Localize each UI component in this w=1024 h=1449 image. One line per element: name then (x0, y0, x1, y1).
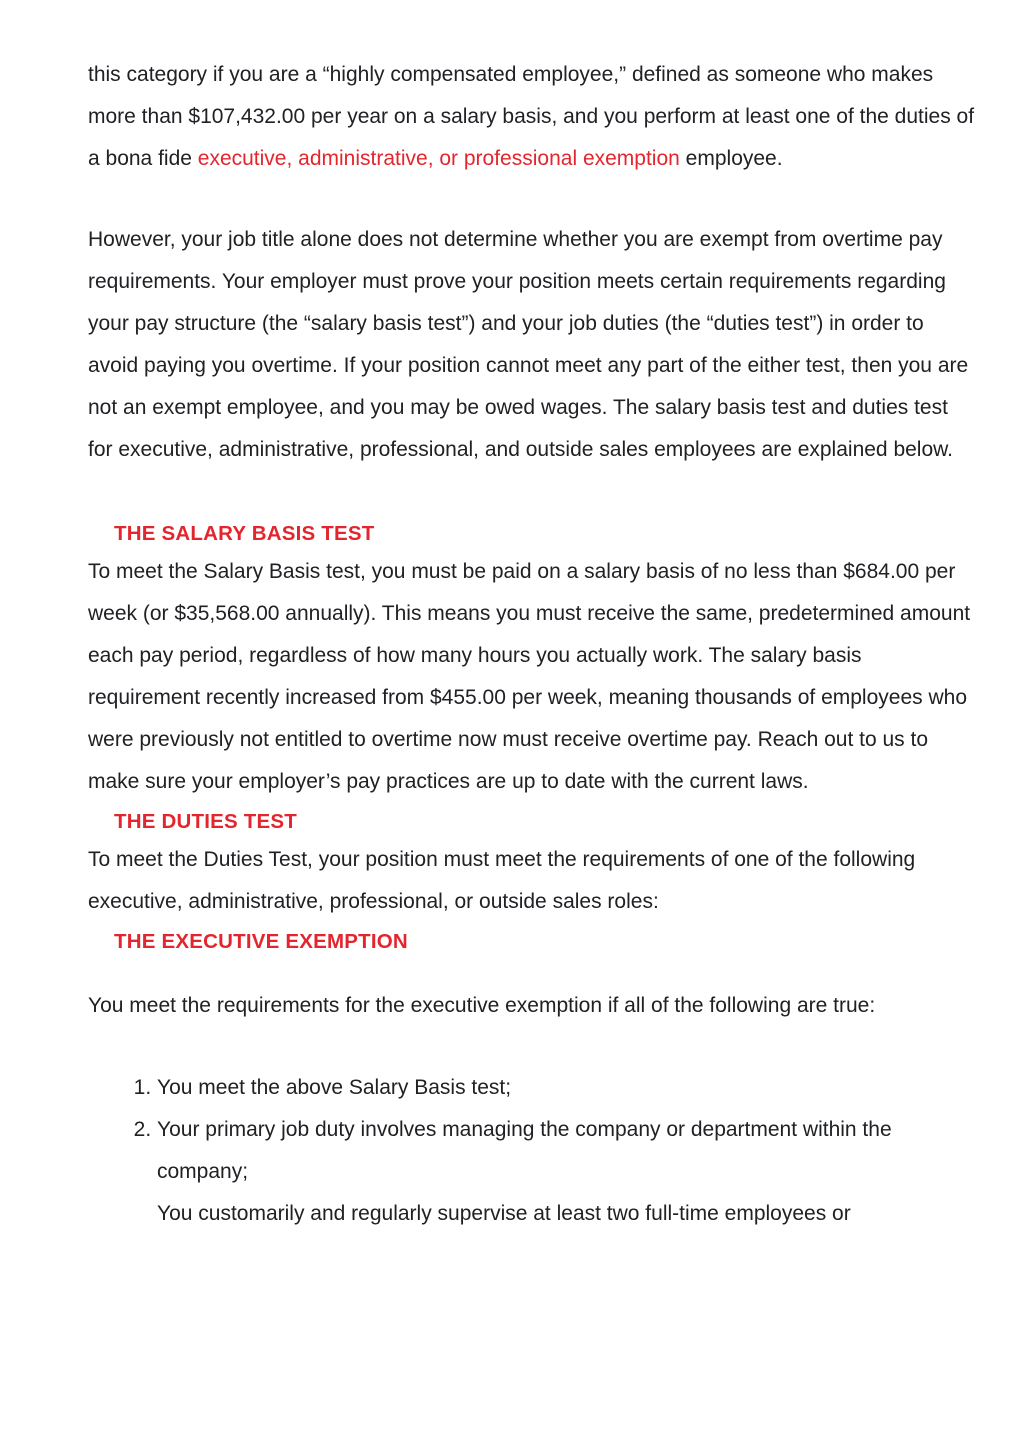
salary-basis-heading: THE SALARY BASIS TEST (114, 522, 375, 545)
list-item: 2. Your primary job duty involves managing the company or department within the company; (157, 1109, 978, 1193)
executive-intro-paragraph: You meet the requirements for the executive exemption if all of the following are true: (88, 994, 876, 1017)
duties-test-paragraph: To meet the Duties Test, your position must meet the requirements of one of the following executive, administrative, professional, or outside sales roles: (88, 848, 916, 913)
document-page (88, 54, 978, 1235)
however-paragraph: However, your job title alone does not determine whether you are exempt from overtime pay requirements. Your employer must prove your position meets certain requirements regarding your pay structure (the “salary basis test”) and your job duties (the “duties test”) in order to avoid paying you overtime. If your position cannot meet any part of the either test, then you are not an exempt employee, and you may be owed wages. The salary basis test and duties test for executive, administrative, professional, and outside sales employees are explained below. (88, 228, 969, 461)
intro-text-end: employee. (679, 147, 783, 170)
intro-paragraph (88, 54, 978, 180)
intro-text: this category if you are a “highly compensated employee,” defined as someone who makes more than $107,432.00 per year on a salary basis, and you perform at least one of the duties of a bona fide (88, 63, 975, 170)
executive-requirements-list (88, 1067, 978, 1193)
salary-basis-paragraph: To meet the Salary Basis test, you must be paid on a salary basis of no less than $684.00 per week (or $35,568.00 annually). This means you must receive the same, predetermined amount each pay period, regardless of how many hours you actually work. The salary basis requirement recently increased from $455.00 per week, meaning thousands of employees who were previously not entitled to overtime now must receive overtime pay. Reach out to us to make sure your employer’s pay practices are up to date with the current laws. (88, 560, 971, 793)
list-item-continuation: You customarily and regularly supervise at least two full-time employees or (157, 1202, 851, 1225)
list-item: 1. You meet the above Salary Basis test; (157, 1067, 978, 1109)
executive-exemption-heading: THE EXECUTIVE EXEMPTION (114, 930, 408, 953)
exemption-link[interactable]: executive, administrative, or professional exemption (197, 147, 680, 170)
duties-test-heading: THE DUTIES TEST (114, 810, 297, 833)
